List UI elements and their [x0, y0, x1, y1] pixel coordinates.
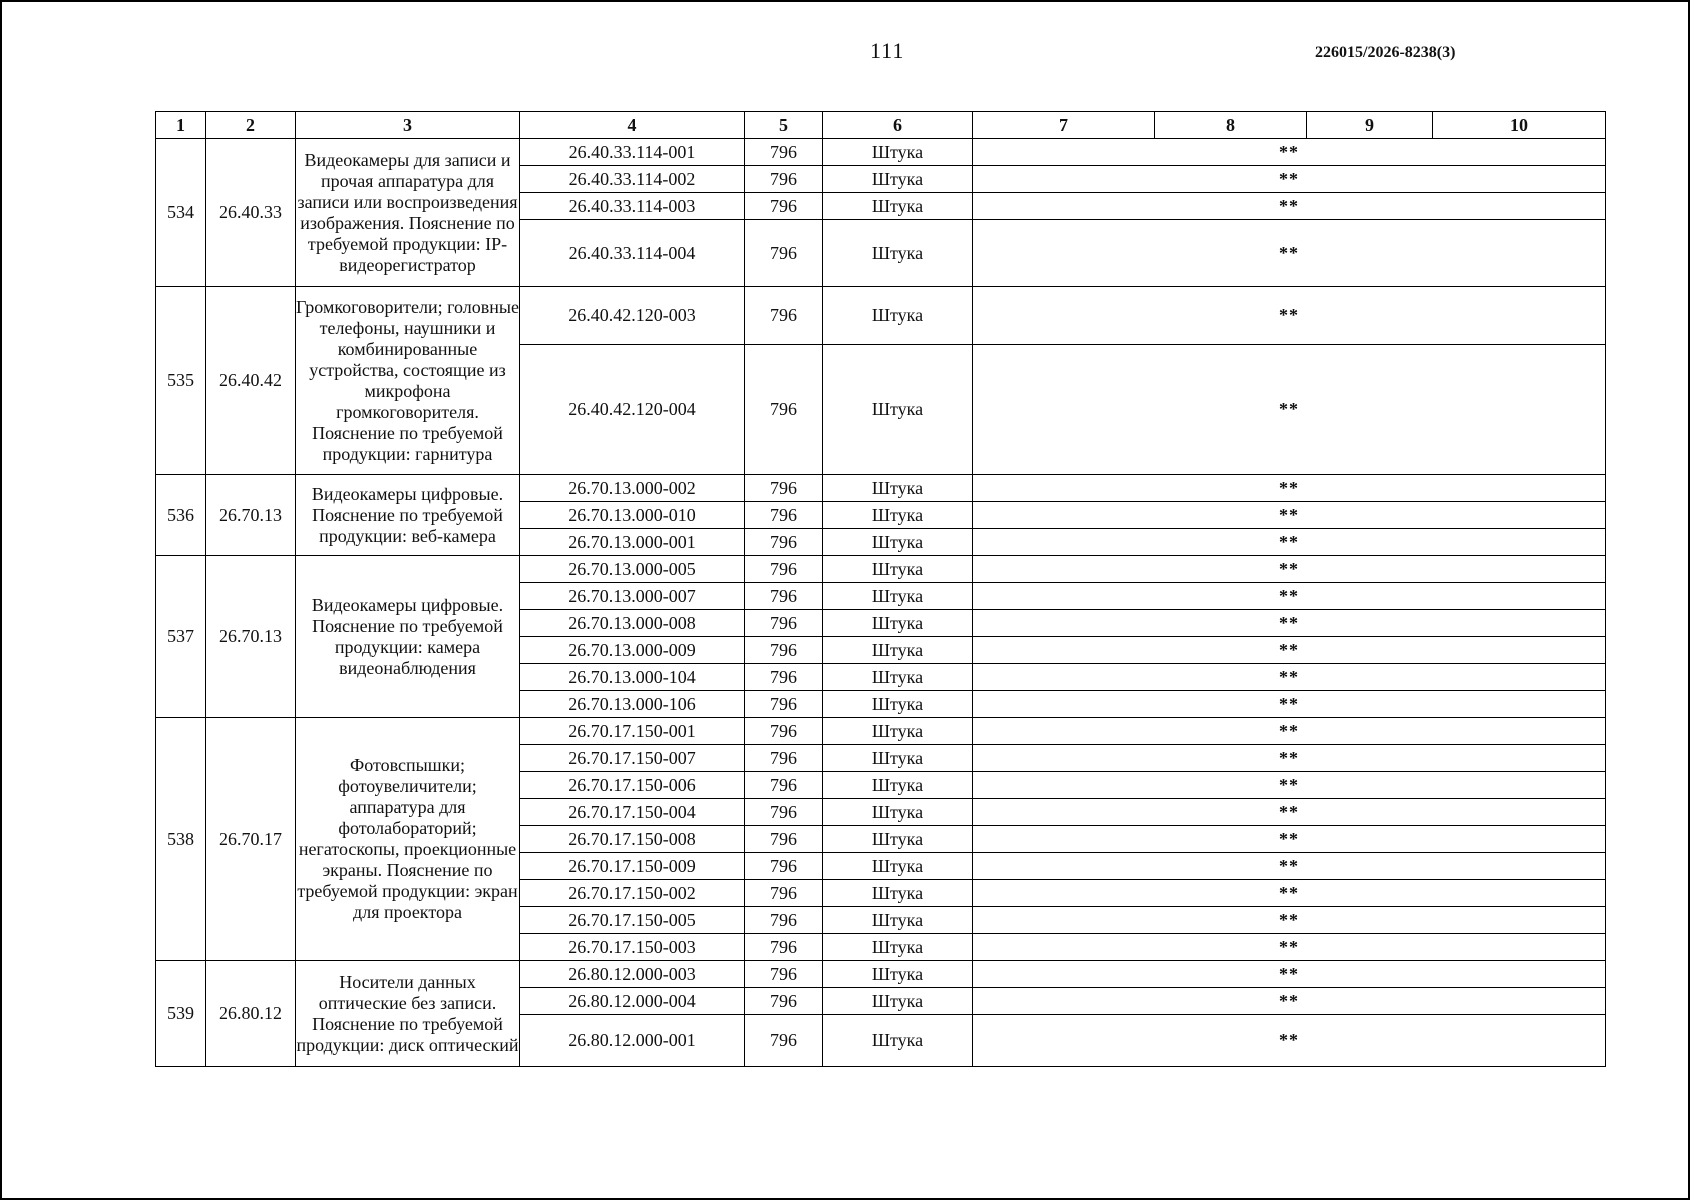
unit-name: Штука: [823, 610, 973, 637]
ktru-code: 26.70.13.000-106: [520, 691, 745, 718]
unit-name: Штука: [823, 799, 973, 826]
unit-name: Штука: [823, 193, 973, 220]
ktru-code: 26.70.17.150-003: [520, 934, 745, 961]
merged-value: **: [973, 691, 1606, 718]
okei-code: 796: [745, 345, 823, 475]
okei-code: 796: [745, 718, 823, 745]
row-number: 534: [156, 139, 206, 287]
merged-value: **: [973, 583, 1606, 610]
header-row: [156, 112, 1606, 139]
table-row: [156, 475, 1606, 502]
product-name: Носители данных оптические без записи. Пояснение по требуемой продукции: диск оптический: [296, 961, 520, 1067]
unit-name: Штука: [823, 475, 973, 502]
okei-code: 796: [745, 529, 823, 556]
okei-code: 796: [745, 287, 823, 345]
unit-name: Штука: [823, 772, 973, 799]
merged-value: **: [973, 529, 1606, 556]
table-row: [156, 287, 1606, 345]
table-body: [156, 139, 1606, 1067]
header-col-7: 7: [973, 112, 1155, 139]
okei-code: 796: [745, 502, 823, 529]
okei-code: 796: [745, 220, 823, 287]
table-row: [156, 718, 1606, 745]
okei-code: 796: [745, 583, 823, 610]
okei-code: 796: [745, 772, 823, 799]
merged-value: **: [973, 907, 1606, 934]
ktru-code: 26.70.17.150-008: [520, 826, 745, 853]
unit-name: Штука: [823, 880, 973, 907]
merged-value: **: [973, 610, 1606, 637]
okei-code: 796: [745, 691, 823, 718]
merged-value: **: [973, 880, 1606, 907]
unit-name: Штука: [823, 664, 973, 691]
unit-name: Штука: [823, 556, 973, 583]
unit-name: Штука: [823, 1015, 973, 1067]
merged-value: **: [973, 718, 1606, 745]
okpd-code: 26.80.12: [206, 961, 296, 1067]
merged-value: **: [973, 799, 1606, 826]
merged-value: **: [973, 345, 1606, 475]
header-col-9: 9: [1307, 112, 1433, 139]
okpd-code: 26.40.33: [206, 139, 296, 287]
unit-name: Штука: [823, 853, 973, 880]
merged-value: **: [973, 502, 1606, 529]
row-number: 539: [156, 961, 206, 1067]
row-number: 536: [156, 475, 206, 556]
merged-value: **: [973, 193, 1606, 220]
product-name: Видеокамеры для записи и прочая аппаратура для записи или воспроизведения изображения. Пояснение по требуемой продукции: IP-видеорегистратор: [296, 139, 520, 287]
ktru-code: 26.40.42.120-003: [520, 287, 745, 345]
okei-code: 796: [745, 475, 823, 502]
merged-value: **: [973, 556, 1606, 583]
okei-code: 796: [745, 988, 823, 1015]
ktru-code: 26.70.13.000-010: [520, 502, 745, 529]
ktru-code: 26.70.17.150-006: [520, 772, 745, 799]
okpd-code: 26.70.13: [206, 475, 296, 556]
unit-name: Штука: [823, 220, 973, 287]
okei-code: 796: [745, 853, 823, 880]
ktru-code: 26.70.13.000-001: [520, 529, 745, 556]
unit-name: Штука: [823, 529, 973, 556]
unit-name: Штука: [823, 139, 973, 166]
row-number: 537: [156, 556, 206, 718]
ktru-code: 26.40.42.120-004: [520, 345, 745, 475]
merged-value: **: [973, 220, 1606, 287]
merged-value: **: [973, 988, 1606, 1015]
page-number: 111: [870, 38, 905, 63]
unit-name: Штука: [823, 718, 973, 745]
table-row: [156, 139, 1606, 166]
ktru-code: 26.70.17.150-009: [520, 853, 745, 880]
okei-code: 796: [745, 139, 823, 166]
document-id: 226015/2026-8238(3): [1315, 44, 1456, 61]
unit-name: Штука: [823, 961, 973, 988]
ktru-code: 26.70.13.000-009: [520, 637, 745, 664]
header-col-10: 10: [1433, 112, 1606, 139]
unit-name: Штука: [823, 637, 973, 664]
header-col-3: 3: [296, 112, 520, 139]
table-row: [156, 961, 1606, 988]
header-col-8: 8: [1155, 112, 1307, 139]
product-name: Видеокамеры цифровые. Пояснение по требуемой продукции: камера видеонаблюдения: [296, 556, 520, 718]
ktru-code: 26.70.17.150-001: [520, 718, 745, 745]
okei-code: 796: [745, 610, 823, 637]
okei-code: 796: [745, 1015, 823, 1067]
merged-value: **: [973, 934, 1606, 961]
header-col-4: 4: [520, 112, 745, 139]
okei-code: 796: [745, 826, 823, 853]
header-col-5: 5: [745, 112, 823, 139]
row-number: 535: [156, 287, 206, 475]
product-name: Громкоговорители; головные телефоны, наушники и комбинированные устройства, состоящие из микрофона громкоговорителя. Пояснение по требуемой продукции: гарнитура: [296, 287, 520, 475]
ktru-code: 26.70.13.000-002: [520, 475, 745, 502]
merged-value: **: [973, 287, 1606, 345]
merged-value: **: [973, 664, 1606, 691]
merged-value: **: [973, 745, 1606, 772]
product-name: Видеокамеры цифровые. Пояснение по требуемой продукции: веб-камера: [296, 475, 520, 556]
okei-code: 796: [745, 961, 823, 988]
okei-code: 796: [745, 799, 823, 826]
ktru-code: 26.70.17.150-002: [520, 880, 745, 907]
header-col-2: 2: [206, 112, 296, 139]
unit-name: Штука: [823, 988, 973, 1015]
table-row: [156, 556, 1606, 583]
okpd-code: 26.40.42: [206, 287, 296, 475]
okei-code: 796: [745, 880, 823, 907]
ktru-code: 26.70.17.150-004: [520, 799, 745, 826]
ktru-code: 26.70.13.000-007: [520, 583, 745, 610]
header-col-1: 1: [156, 112, 206, 139]
merged-value: **: [973, 772, 1606, 799]
unit-name: Штука: [823, 745, 973, 772]
ktru-code: 26.40.33.114-001: [520, 139, 745, 166]
unit-name: Штука: [823, 166, 973, 193]
ktru-code: 26.40.33.114-004: [520, 220, 745, 287]
ktru-code: 26.80.12.000-004: [520, 988, 745, 1015]
product-table: [155, 111, 1606, 1067]
merged-value: **: [973, 853, 1606, 880]
ktru-code: 26.80.12.000-003: [520, 961, 745, 988]
okei-code: 796: [745, 193, 823, 220]
product-name: Фотовспышки; фотоувеличители; аппаратура для фотолабораторий; негатоскопы, проекционные экраны. Пояснение по требуемой продукции: экран для проектора: [296, 718, 520, 961]
okei-code: 796: [745, 664, 823, 691]
merged-value: **: [973, 166, 1606, 193]
okei-code: 796: [745, 556, 823, 583]
unit-name: Штука: [823, 934, 973, 961]
okpd-code: 26.70.13: [206, 556, 296, 718]
row-number: 538: [156, 718, 206, 961]
merged-value: **: [973, 961, 1606, 988]
ktru-code: 26.70.13.000-104: [520, 664, 745, 691]
okei-code: 796: [745, 934, 823, 961]
merged-value: **: [973, 475, 1606, 502]
ktru-code: 26.80.12.000-001: [520, 1015, 745, 1067]
okei-code: 796: [745, 166, 823, 193]
merged-value: **: [973, 1015, 1606, 1067]
merged-value: **: [973, 139, 1606, 166]
header-col-6: 6: [823, 112, 973, 139]
ktru-code: 26.40.33.114-003: [520, 193, 745, 220]
ktru-code: 26.70.17.150-007: [520, 745, 745, 772]
merged-value: **: [973, 826, 1606, 853]
unit-name: Штука: [823, 691, 973, 718]
okei-code: 796: [745, 907, 823, 934]
ktru-code: 26.40.33.114-002: [520, 166, 745, 193]
ktru-code: 26.70.17.150-005: [520, 907, 745, 934]
okpd-code: 26.70.17: [206, 718, 296, 961]
merged-value: **: [973, 637, 1606, 664]
unit-name: Штука: [823, 583, 973, 610]
okei-code: 796: [745, 745, 823, 772]
unit-name: Штука: [823, 826, 973, 853]
ktru-code: 26.70.13.000-008: [520, 610, 745, 637]
okei-code: 796: [745, 637, 823, 664]
unit-name: Штука: [823, 907, 973, 934]
unit-name: Штука: [823, 502, 973, 529]
ktru-code: 26.70.13.000-005: [520, 556, 745, 583]
unit-name: Штука: [823, 345, 973, 475]
unit-name: Штука: [823, 287, 973, 345]
